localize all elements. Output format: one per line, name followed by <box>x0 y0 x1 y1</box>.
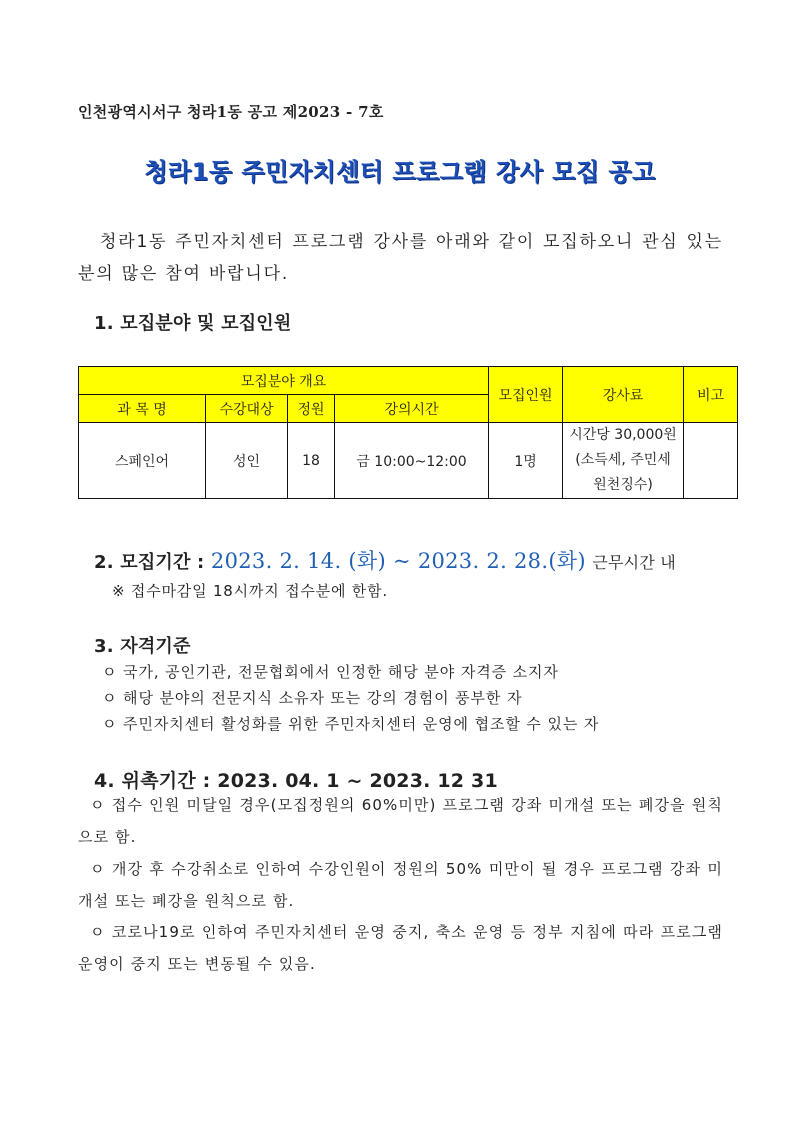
recruitment-table <box>78 366 738 499</box>
document-title: 청라1동 주민자치센터 프로그램 강사 모집 공고 <box>144 158 656 186</box>
col-header-fee: 강사료 <box>563 367 684 423</box>
section-3-heading: 3. 자격기준 <box>94 636 191 657</box>
rule-item: ㅇ 접수 인원 미달일 경우(모집정원의 60%미만) 프로그램 강좌 미개설 또는 폐강을 원칙으로 함. <box>78 796 723 846</box>
section-2-heading-line <box>94 545 676 575</box>
col-header-remarks: 비고 <box>684 367 738 423</box>
notice-number: 인천광역시서구 청라1동 공고 제2023 - 7호 <box>78 103 384 121</box>
section-2-heading: 2. 모집기간 : <box>94 552 205 573</box>
recruitment-period: 2023. 2. 14. (화) ~ 2023. 2. 28.(화) <box>210 549 586 573</box>
col-header-subject: 과 목 명 <box>79 395 206 423</box>
criteria-item: ㅇ 해당 분야의 전문지식 소유자 또는 강의 경험이 풍부한 자 <box>102 689 523 707</box>
intro-paragraph: 청라1동 주민자치센터 프로그램 강사를 아래와 같이 모집하오니 관심 있는 분의 많은 참여 바랍니다. <box>78 232 723 284</box>
deadline-note: ※ 접수마감일 18시까지 접수분에 한함. <box>112 582 388 600</box>
table-group-header: 모집분야 개요 <box>79 367 489 395</box>
cell-time: 금 10:00~12:00 <box>335 423 489 499</box>
cell-capacity: 18 <box>288 423 335 499</box>
section-1-heading: 1. 모집분야 및 모집인원 <box>94 313 292 334</box>
fee-line: 원천징수) <box>593 477 653 493</box>
rule-item: ㅇ 코로나19로 인하여 주민자치센터 운영 중지, 축소 운영 등 정부 지침에 따라 프로그램 운영이 중지 또는 변동될 수 있음. <box>78 923 723 973</box>
cell-remarks <box>684 423 738 499</box>
fee-line: (소득세, 주민세 <box>575 452 671 468</box>
section-4-heading: 4. 위촉기간 : 2023. 04. 1 ~ 2023. 12 31 <box>94 770 498 792</box>
col-header-target: 수강대상 <box>206 395 288 423</box>
cell-fee <box>563 423 684 499</box>
cell-subject: 스페인어 <box>79 423 206 499</box>
col-header-capacity: 정원 <box>288 395 335 423</box>
criteria-item: ㅇ 주민자치센터 활성화를 위한 주민자치센터 운영에 협조할 수 있는 자 <box>102 715 600 733</box>
rule-item: ㅇ 개강 후 수강취소로 인하여 수강인원이 정원의 50% 미만이 될 경우 프로그램 강좌 미개설 또는 폐강을 원칙으로 함. <box>78 860 723 910</box>
table-row <box>79 423 738 499</box>
col-header-recruit-count: 모집인원 <box>489 367 563 423</box>
cell-target: 성인 <box>206 423 288 499</box>
col-header-time: 강의시간 <box>335 395 489 423</box>
fee-line: 시간당 30,000원 <box>569 427 677 443</box>
period-suffix: 근무시간 내 <box>592 553 676 572</box>
cell-recruit-count: 1명 <box>489 423 563 499</box>
criteria-item: ㅇ 국가, 공인기관, 전문협회에서 인정한 해당 분야 자격증 소지자 <box>102 663 559 681</box>
